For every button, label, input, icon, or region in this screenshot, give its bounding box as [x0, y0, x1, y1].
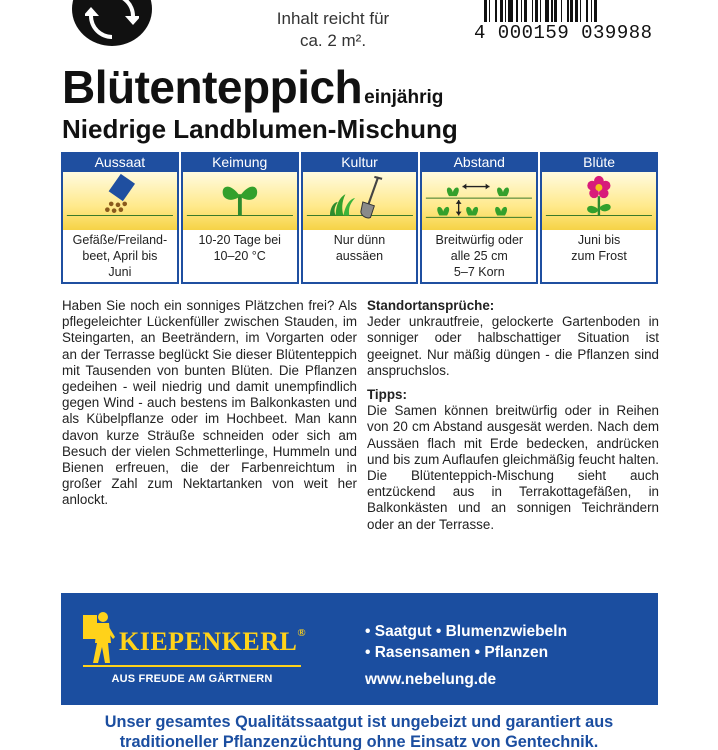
website-link[interactable]: www.nebelung.de [365, 671, 497, 688]
content-note [258, 8, 408, 52]
gruener-punkt-icon [72, 0, 152, 46]
quality-note-line1: Unser gesamtes Qualitätssaatgut ist ungebeizt und garantiert aus [104, 713, 614, 731]
kiepenkerl-figure-icon [81, 607, 117, 667]
product-title [62, 60, 443, 114]
tips-heading: Tipps: [367, 387, 407, 403]
info-box-kultur [301, 152, 419, 284]
info-box-label: Keimung [183, 152, 297, 172]
tips-text: Die Samen können breitwürfig oder in Reihen von 20 cm Abstand ausgesät werden. Nach dem Aussäen flach mit Erde bedecken, andrücken und bis zum Auflaufen gleichmäßig feucht halten. Die Blütenteppich-Mischung sieht auch entzückend aus in Terrakottagefäßen, in Balkonkästen und an sonnigen Teichrändern oder an der Terrasse. [367, 403, 659, 532]
content-note-line2: ca. 2 m². [299, 31, 367, 50]
registered-mark: ® [297, 627, 307, 639]
sowing-seeds-icon [63, 172, 177, 230]
flower-icon [542, 172, 656, 230]
brand-banner [61, 593, 658, 705]
growing-notes [367, 298, 659, 533]
spacing-icon [422, 172, 536, 230]
quality-note [0, 712, 718, 750]
brand-tagline: AUS FREUDE AM GÄRTNERN [111, 673, 273, 685]
product-description: Haben Sie noch ein sonniges Plätzchen frei? Als pflegeleichter Lückenfüller zwischen Stauden, im Steingarten, an Beeträndern, im Vorgarten oder an der Terrasse beglückt Sie dieser Blütenteppich mit Tausenden von bunten Blüten. Die Pflanzen gedeihen - weil niedrig und damit unempfindlich gegen Wind - auch bestens im Balkonkasten und als Kübelpflanze oder im Hochbeet. Man kann davon kurze Sträuße schneiden oder sich am Besuch der vielen Schmetterlinge, Hummeln und Bienen erfreuen, die der Farbenreichtum in großer Zahl zum Nektartanken von weit her anlockt. [62, 298, 357, 508]
info-box-text: 10-20 Tage bei 10–20 °C [198, 233, 281, 263]
info-box-label: Abstand [422, 152, 536, 172]
brand-logo [119, 627, 306, 657]
annual-label: einjährig [364, 87, 444, 108]
info-box-text: Nur dünn aussäen [333, 233, 386, 263]
seedling-icon [183, 172, 297, 230]
quality-note-line2: traditioneller Pflanzenzüchtung ohne Einsatz von Gentechnik. [119, 733, 599, 750]
product-subtitle: Niedrige Landblumen-Mischung [62, 114, 458, 144]
content-note-line1: Inhalt reicht für [276, 9, 390, 28]
info-box-label: Kultur [303, 152, 417, 172]
cultivation-info [61, 152, 658, 284]
info-box-label: Aussaat [63, 152, 177, 172]
info-box-bluete [540, 152, 658, 284]
product-range-line1: • Saatgut • Blumenzwiebeln [365, 623, 568, 640]
spade-icon [303, 172, 417, 230]
info-box-abstand [420, 152, 538, 284]
barcode [474, 0, 660, 48]
info-box-text: Gefäße/Freiland- beet, April bis Juni [72, 233, 168, 279]
info-box-aussaat [61, 152, 179, 284]
info-box-label: Blüte [542, 152, 656, 172]
barcode-number: 4 000159 039988 [474, 22, 653, 44]
info-box-text: Juni bis zum Frost [571, 233, 627, 263]
location-heading: Standortansprüche: [367, 298, 495, 313]
location-text: Jeder unkrautfreie, gelockerte Gartenboden in sonniger oder halbschattiger Situation ist geeignet. Nur mäßig düngen - die Pflanzen sind anspruchslos. [367, 314, 659, 378]
brand-name: KIEPENKERL [119, 627, 298, 656]
barcode-bars [484, 0, 650, 22]
info-box-text: Breitwürfig oder alle 25 cm 5–7 Korn [435, 233, 524, 279]
info-box-keimung [181, 152, 299, 284]
brand-divider [83, 665, 301, 667]
product-name: Blütenteppich [62, 61, 363, 113]
product-range [365, 621, 567, 663]
product-range-line2: • Rasensamen • Pflanzen [365, 644, 549, 661]
